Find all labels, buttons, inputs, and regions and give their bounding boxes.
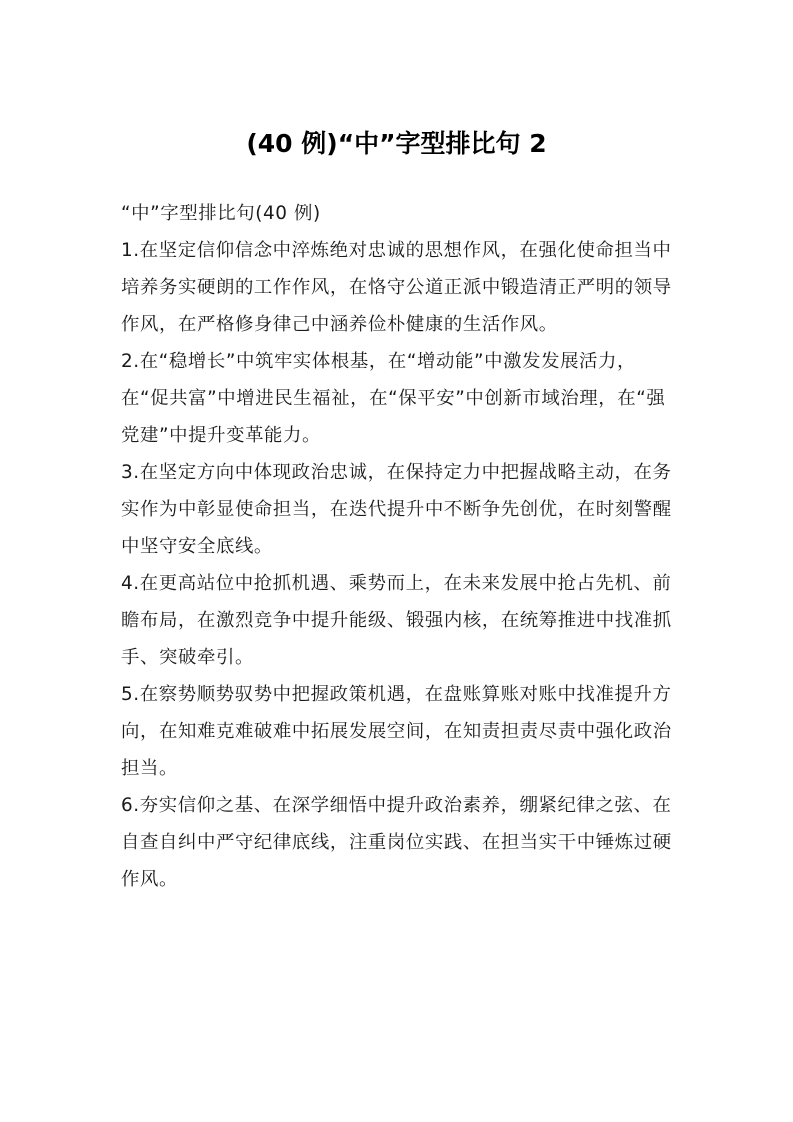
paragraph-3: 3.在坚定方向中体现政治忠诚，在保持定力中把握战略主动，在务实作为中彰显使命担当，在迭代提升中不断争先创优，在时刻警醒中坚守安全底线。 [121, 462, 672, 557]
paragraph-2: 2.在“稳增长”中筑牢实体根基，在“增动能”中激发发展活力，在“促共富”中增进民生福祉，在“保平安”中创新市域治理，在“强党建”中提升变革能力。 [121, 351, 666, 446]
paragraph-6: 6.夯实信仰之基、在深学细悟中提升政治素养，绷紧纪律之弦、在自查自纠中严守纪律底线，注重岗位实践、在担当实干中锤炼过硬作风。 [121, 795, 672, 890]
paragraph-5: 5.在察势顺势驭势中把握政策机遇，在盘账算账对账中找准提升方向，在知难克难破难中拓展发展空间，在知责担责尽责中强化政治担当。 [121, 684, 672, 779]
paragraph-1: 1.在坚定信仰信念中淬炼绝对忠诚的思想作风，在强化使命担当中培养务实硬朗的工作作风，在恪守公道正派中锻造清正严明的领导作风，在严格修身律己中涵养俭朴健康的生活作风。 [121, 240, 672, 335]
paragraph-4: 4.在更高站位中抢抓机遇、乘势而上，在未来发展中抢占先机、前瞻布局，在激烈竞争中提升能级、锻强内核，在统筹推进中找准抓手、突破牵引。 [121, 573, 672, 668]
subtitle-line: “中”字型排比句(40 例) [121, 203, 321, 224]
document-title: (40 例)“中”字型排比句 2 [246, 129, 547, 158]
document-body [121, 195, 674, 898]
